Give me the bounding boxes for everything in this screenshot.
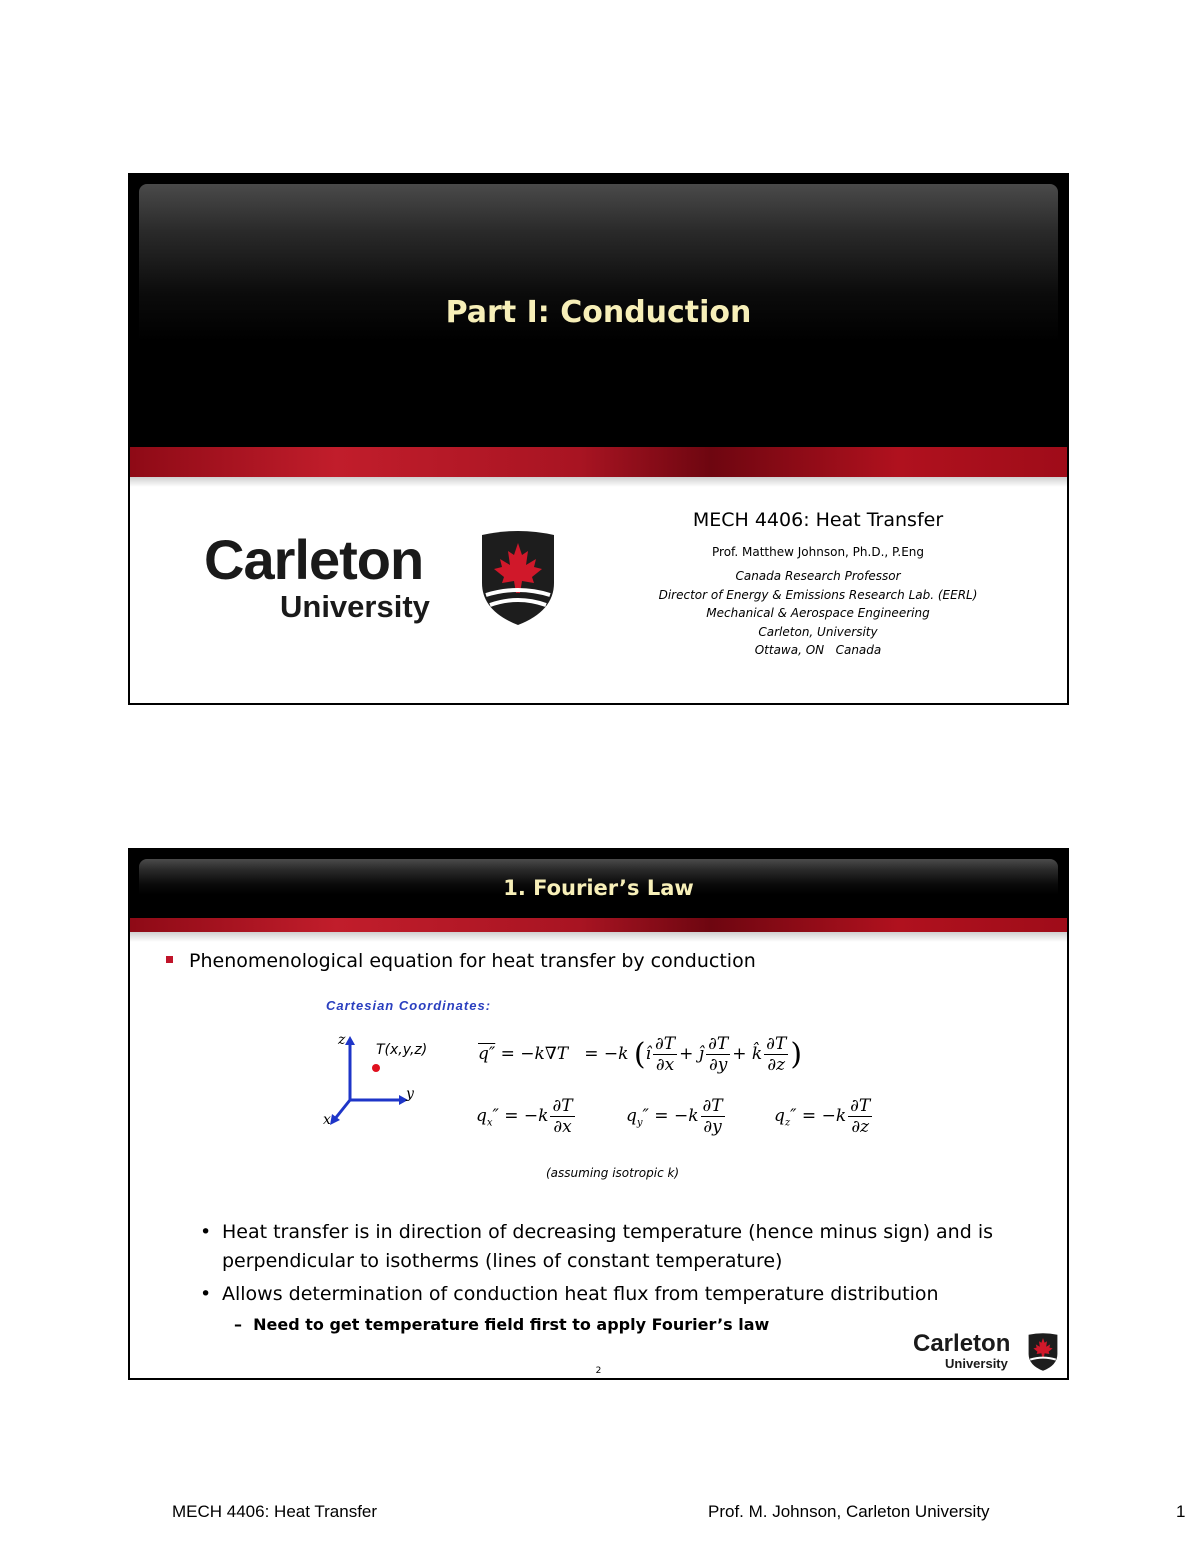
bullet-dot-icon: •	[200, 1221, 212, 1243]
logo-wordmark-university: University	[945, 1356, 1008, 1371]
square-bullet-icon	[166, 956, 173, 963]
red-banner	[130, 447, 1067, 477]
course-info	[598, 509, 1038, 660]
footer-author: Prof. M. Johnson, Carleton University	[708, 1502, 990, 1521]
affiliation-line: Ottawa, ON Canada	[754, 643, 882, 657]
logo-wordmark-carleton: Carleton	[204, 528, 424, 591]
course-title: MECH 4406: Heat Transfer	[692, 509, 944, 531]
footer-page-number: 1	[1176, 1502, 1186, 1521]
fourier-x-equation: $q_x'' = -k$ $\frac{\partial T}{\partial x}$	[476, 1096, 573, 1137]
fourier-vector-equation: q″ = −k∇T = −k (î $\frac{\partial T}{\partial x}$ + ĵ $\frac{\partial T}{\partial y}$ + k̂ $\frac{\partial T}{\partial z}$ )	[478, 1034, 803, 1075]
affiliation-line: Director of Energy & Emissions Research Lab. (EERL)	[658, 587, 978, 602]
cartesian-label: Cartesian Coordinates:	[326, 998, 492, 1013]
footer-course: MECH 4406: Heat Transfer	[172, 1502, 378, 1521]
main-bullet: Phenomenological equation for heat transfer by conduction	[166, 950, 756, 972]
slide-title: 1. Fourier’s Law	[503, 876, 694, 900]
assumption-note: (assuming isotropic k)	[546, 1166, 680, 1180]
logo-wordmark-carleton: Carleton	[913, 1330, 1011, 1357]
bullet-dot-icon: •	[200, 1283, 212, 1305]
logo-wordmark-university: University	[280, 589, 430, 624]
slide-part1	[128, 173, 1069, 705]
fourier-z-equation: $q_z'' = -k$ $\frac{\partial T}{\partial z}$	[774, 1096, 871, 1137]
maple-leaf-shield-icon	[478, 529, 558, 627]
slide-fouriers-law	[128, 848, 1069, 1380]
slide-page-number: 2	[595, 1366, 602, 1376]
affiliation-line: Canada Research Professor	[735, 569, 901, 583]
slide-title: Part I: Conduction	[445, 295, 752, 330]
affiliation-line: Mechanical & Aerospace Engineering	[706, 606, 930, 620]
point-label: T(x,y,z)	[376, 1042, 428, 1058]
sub-bullet: • Allows determination of conduction heat flux from temperature distribution	[222, 1280, 1022, 1309]
axis-label-y: y	[406, 1086, 414, 1102]
axis-label-z: z	[338, 1032, 346, 1048]
affiliation-line: Carleton, University	[758, 624, 878, 639]
fourier-y-equation: $q_y'' = -k$ $\frac{\partial T}{\partial y}$	[626, 1096, 723, 1137]
professor-name: Prof. Matthew Johnson, Ph.D., P.Eng	[712, 545, 924, 559]
dash-icon: –	[234, 1315, 242, 1334]
axis-label-x: x	[323, 1112, 331, 1128]
red-banner	[130, 918, 1067, 932]
dash-item: – Need to get temperature field first to apply Fourier’s law	[234, 1315, 770, 1334]
sub-bullet: • Heat transfer is in direction of decreasing temperature (hence minus sign) and is perpendicular to isotherms (lines of constant temperature)	[222, 1218, 1022, 1276]
